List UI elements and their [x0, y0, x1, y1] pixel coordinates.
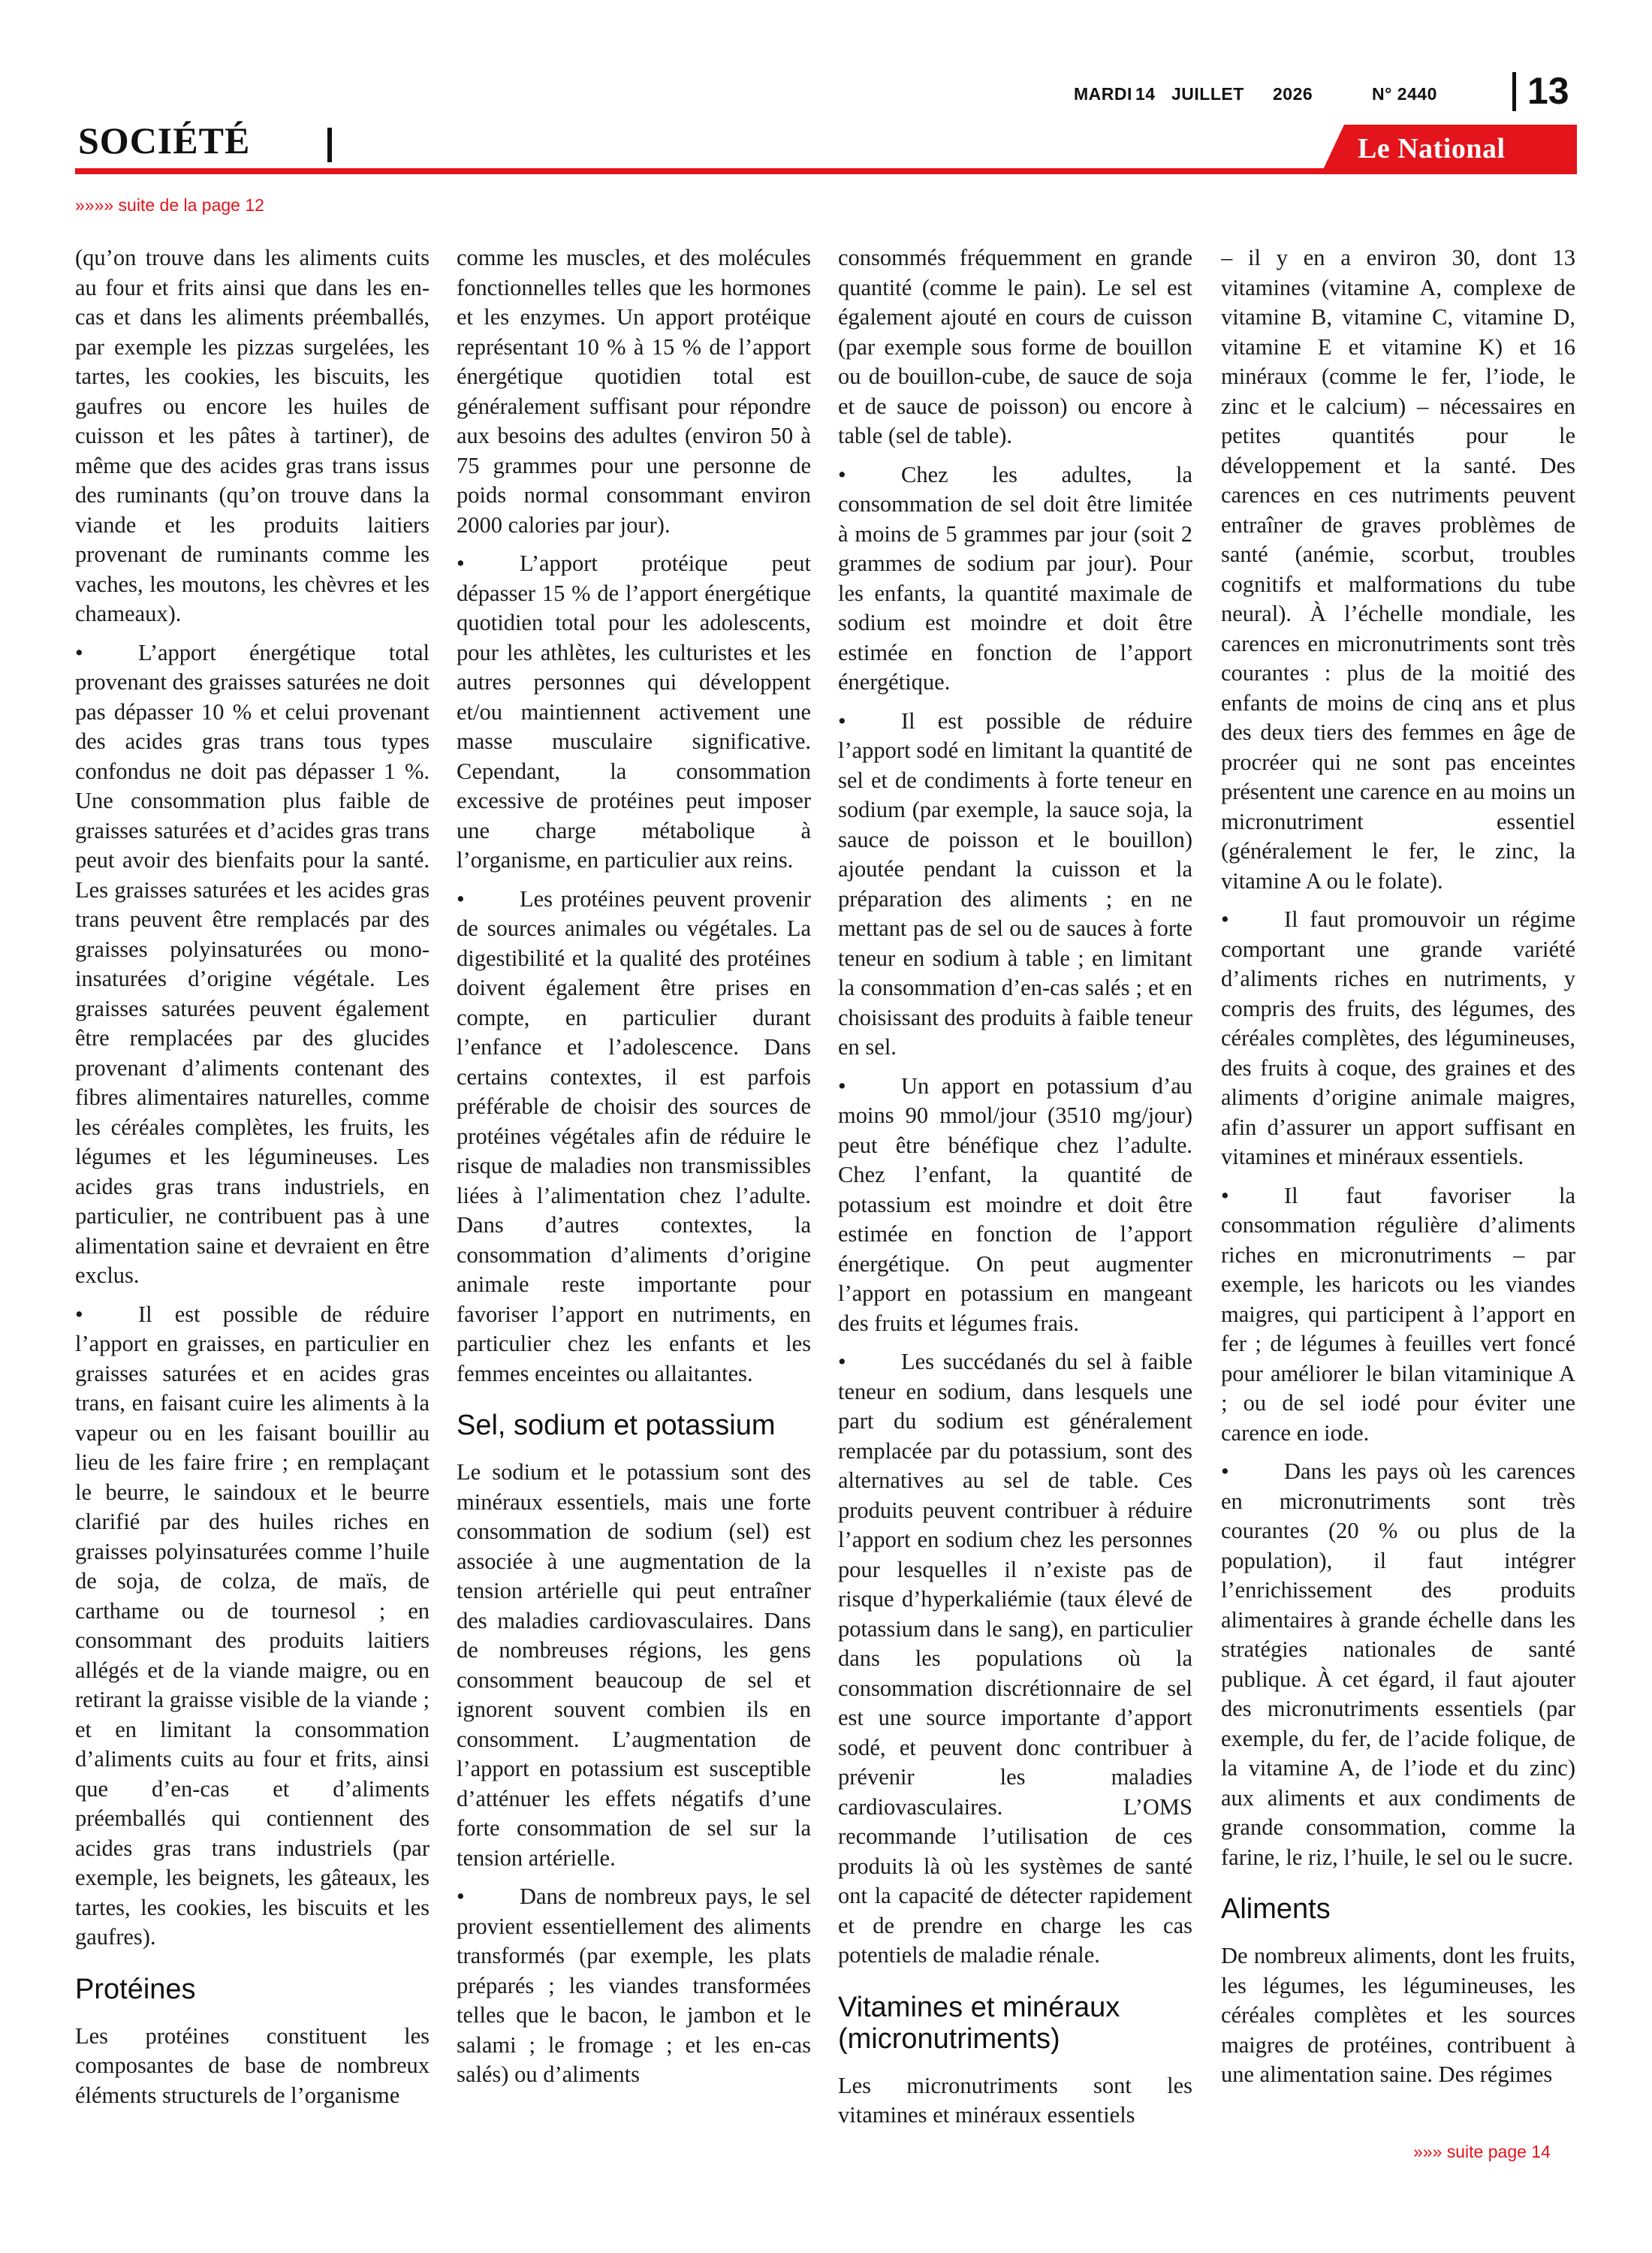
- article-column-1: [75, 243, 430, 2151]
- header-rule: [75, 168, 1577, 174]
- paragraph-text: Dans de nombreux pays, le sel provient essentiellement des aliments transformés (par exemple, les plats préparés ; les viandes transformées telles que le bacon, le jambon et le salami ; le fromage ; et les en-cas salés) ou d’aliments: [457, 1884, 811, 2087]
- page-number: 13: [1527, 70, 1569, 112]
- section-title: SOCIÉTÉ: [78, 119, 251, 161]
- paragraph: Les protéines constituent les composantes de base de nombreux éléments structurels de l’organisme: [75, 2022, 430, 2108]
- bullet-icon: •: [75, 1301, 83, 1327]
- bullet-icon: •: [457, 885, 465, 912]
- paragraph-text: Les protéines peuvent provenir de sources animales ou végétales. La digestibilité et la qualité des protéines doivent également être prises en compte, en particulier durant l’enfance et l’adolescence. Dans certains contextes, il est parfois préférable de choisir des sources de protéines végétales afin de réduire le risque de maladies non transmissibles liées à l’alimentation chez l’adulte. Dans d’autres contextes, la consommation d’aliments d’origine animale reste importante pour favoriser l’apport en nutriments, en particulier chez les enfants et les femmes enceintes ou allaitantes.: [457, 885, 811, 1386]
- paragraph: (qu’on trouve dans les aliments cuits au four et frits ainsi que dans les en-cas et dans les aliments préemballés, par exemple les pizzas surgelées, les tartes, les cookies, les biscuits, les gaufres ou encore les huiles de cuisson et les pâtes à tartiner), de même que des acides gras trans issus des ruminants (qu’on trouve dans la viande et les produits laitiers provenant de ruminants comme les vaches, les moutons, les chèvres et les chameaux).: [75, 245, 430, 626]
- paragraph: – il y en a environ 30, dont 13 vitamines (vitamine A, complexe de vitamine B, vitamine C, vitamine D, vitamine E et vitamine K) et 16 minéraux (comme le fer, l’iode, le zinc et le calcium) – nécessaires en petites quantités pour le développement et la santé. Des carences en ces nutriments peuvent entraîner de graves problèmes de santé (anémie, scorbut, troubles cognitifs et malformations du tube neural). À l’échelle mondiale, les carences en micronutriments sont très courantes : plus de la moitié des enfants de moins de cinq ans et plus des deux tiers des femmes en âge de procréer qui ne sont pas enceintes présentent une carence en au moins un micronutriment essentiel (généralement le fer, le zinc, la vitamine A ou le folate).: [1221, 245, 1575, 894]
- bullet-icon: •: [838, 1072, 846, 1099]
- issue-month: JUILLET: [1171, 84, 1244, 104]
- subheading-proteines: Protéines: [75, 1973, 196, 2005]
- paragraph: Le sodium et le potassium sont des minéraux essentiels, mais une forte consommation de sodium (sel) est associée à une augmentation de la tension artérielle qui peut entraîner des maladies cardiovasculaires. Dans de nombreuses régions, les gens consomment beaucoup de sel et ignorent souvent combien ils en consomment. L’augmentation de l’apport en potassium est susceptible d’atténuer les effets négatifs d’une forte consommation de sel sur la tension artérielle.: [457, 1459, 811, 1871]
- bullet-icon: •: [1221, 906, 1229, 932]
- page-number-divider: [1512, 72, 1516, 111]
- subheading-vitamines: Vitamines et minéraux (micronutriments): [838, 1991, 1120, 2055]
- paragraph-text: Il est possible de réduire l’apport sodé en limitant la quantité de sel et de condiments à forte teneur en sodium (par exemple, la sauce soja, la sauce de poisson et le bouillon) ajoutée pendant la cuisson et la préparation des aliments ; en ne mettant pas de sel ou de sauces à forte teneur en sodium à table ; en limitant la consommation d’en-cas salés ; et en choisissant des produits à faible teneur en sel.: [838, 707, 1192, 1060]
- paragraph-text: Les succédanés du sel à faible teneur en sodium, dans lesquels une part du sodium est généralement remplacée par du potassium, sont des alternatives au sel de table. Ces produits peuvent contribuer à réduire l’apport en sodium chez les personnes pour lesquelles il n’existe pas de risque d’hyperkaliémie (taux élevé de potassium dans le sang), en particulier dans les populations où la consommation discrétionnaire de sel est une source importante d’apport sodé, et peuvent donc contribuer à prévenir les maladies cardiovasculaires. L’OMS recommande l’utilisation de ces produits là où les systèmes de santé ont la capacité de détecter rapidement et de prendre en charge les cas potentiels de maladie rénale.: [838, 1349, 1192, 1968]
- issue-info: [1074, 84, 1455, 104]
- paragraph: comme les muscles, et des molécules fonctionnelles telles que les hormones et les enzymes. Un apport protéique représentant 10 % à 15 % de l’apport énergétique quotidien total est généralement suffisant pour répondre aux besoins des adultes (environ 50 à 75 grammes pour une personne de poids normal consommant environ 2000 calories par jour).: [457, 245, 811, 538]
- brand-name: Le National: [1358, 133, 1506, 164]
- bullet-paragraph: [457, 1882, 811, 2090]
- issue-number: N° 2440: [1372, 84, 1437, 104]
- bullet-paragraph: [838, 1347, 1192, 1971]
- bullet-icon: •: [1221, 1182, 1229, 1208]
- paragraph-text: Chez les adultes, la consommation de sel doit être limitée à moins de 5 grammes par jour (soit 2 grammes de sodium par jour). Pour les enfants, la quantité maximale de sodium est moindre et doit être estimée en fonction de l’apport énergétique.: [838, 461, 1192, 695]
- paragraph: De nombreux aliments, dont les fruits, les légumes, les légumineuses, les céréales complètes et les sources maigres de protéines, contribuent à une alimentation saine. Des régimes: [1221, 1943, 1575, 2087]
- bullet-paragraph: [457, 549, 811, 876]
- bullet-paragraph: [838, 460, 1192, 698]
- bullet-icon: •: [457, 550, 465, 576]
- bullet-icon: •: [838, 1349, 846, 1374]
- bullet-paragraph: [1221, 1181, 1575, 1449]
- paragraph: Les micronutriments sont les vitamines et minéraux essentiels: [838, 2072, 1192, 2128]
- subheading-aliments: Aliments: [1221, 1893, 1331, 1925]
- paragraph-text: Un apport en potassium d’au moins 90 mmol/jour (3510 mg/jour) peut être bénéfique chez l’adulte. Chez l’enfant, la quantité de potassium est moindre et doit être estimée en fonction de l’apport énergétique. On peut augmenter l’apport en potassium en mangeant des fruits et légumes frais.: [838, 1072, 1192, 1336]
- issue-date: 14: [1135, 84, 1156, 104]
- section-divider: [327, 128, 332, 162]
- article-column-2: [457, 243, 811, 2151]
- paragraph-text: Il est possible de réduire l’apport en graisses, en particulier en graisses saturées et en acides gras trans, en faisant cuire les aliments à la vapeur ou en les faisant bouillir au lieu de les faire frire ; en remplaçant le beurre, le saindoux et le beurre clarifié par des huiles riches en graisses polyinsaturées comme l’huile de soja, de colza, de maïs, de carthame ou de tournesol ; en consommant des produits laitiers allégés et de la viande maigre, ou en retirant la graisse visible de la viande ; et en limitant la consommation d’aliments cuits au four et frits, ainsi que d’en-cas et d’aliments préemballés qui contiennent des acides gras trans industriels (par exemple, les beignets, les gâteaux, les tartes, les cookies, les biscuits et les gaufres).: [75, 1301, 430, 1950]
- subheading-sel: Sel, sodium et potassium: [457, 1410, 776, 1441]
- bullet-paragraph: [457, 885, 811, 1389]
- bullet-paragraph: [1221, 1457, 1575, 1872]
- paragraph-text: Il faut favoriser la consommation régulière d’aliments riches en micronutriments – par exemple, les haricots ou les viandes maigres, qui participent à l’apport en fer ; de légumes à feuilles vert foncé pour améliorer le bilan vitaminique A ; ou de sel iodé pour éviter une carence en iode.: [1221, 1182, 1575, 1446]
- continued-from-link[interactable]: »»»» suite de la page 12: [75, 195, 264, 215]
- bullet-icon: •: [457, 1884, 465, 1909]
- paragraph-text: L’apport protéique peut dépasser 15 % de l’apport énergétique quotidien total pour les adolescents, pour les athlètes, les culturistes et les autres personnes qui développent et/ou maintiennent activement une masse musculaire significative. Cependant, la consommation excessive de protéines peut imposer une charge métabolique à l’organisme, en particulier aux reins.: [457, 550, 811, 873]
- article-column-3: [838, 243, 1192, 2151]
- bullet-icon: •: [75, 639, 83, 665]
- article-column-4: [1221, 243, 1575, 2151]
- issue-day: MARDI: [1074, 84, 1132, 104]
- paragraph-text: L’apport énergétique total provenant des graisses saturées ne doit pas dépasser 10 % et celui provenant des acides gras trans tous types confondus ne doit pas dépasser 1 %. Une consommation plus faible de graisses saturées et d’acides gras trans peut avoir des bienfaits pour la santé. Les graisses saturées et les acides gras trans peuvent être remplacés par des graisses polyinsaturées ou mono-insaturées d’origine végétale. Les graisses saturées peuvent également être remplacées par des glucides provenant d’aliments contenant des fibres alimentaires naturelles, comme les céréales complètes, les fruits, les légumes et les légumineuses. Les acides gras trans industriels, en particulier, ne contribuent pas à une alimentation saine et devraient en être exclus.: [75, 639, 430, 1288]
- issue-year: 2026: [1273, 84, 1313, 104]
- bullet-icon: •: [1221, 1458, 1229, 1484]
- continued-to-link[interactable]: »»» suite page 14: [1413, 2142, 1551, 2161]
- bullet-paragraph: [1221, 905, 1575, 1172]
- paragraph: consommés fréquemment en grande quantité (comme le pain). Le sel est également ajouté en cours de cuisson (par exemple sous forme de bouillon ou de bouillon-cube, de sauce de soja et de sauce de poisson) ou encore à table (sel de table).: [838, 245, 1192, 448]
- bullet-icon: •: [838, 707, 846, 734]
- bullet-paragraph: [75, 638, 430, 1291]
- bullet-paragraph: [75, 1300, 430, 1953]
- bullet-icon: •: [838, 461, 846, 487]
- paragraph-text: Dans les pays où les carences en micronutriments sont très courantes (20 % ou plus de la population), il faut intégrer l’enrichissement des produits alimentaires à grande échelle dans les stratégies nationales de santé publique. À cet égard, il faut ajouter des micronutriments essentiels (par exemple, du fer, de l’acide folique, de la vitamine A, de l’iode et du zinc) aux aliments et aux condiments de grande consommation, comme la farine, le riz, l’huile, le sel ou le sucre.: [1221, 1458, 1575, 1870]
- bullet-paragraph: [838, 1072, 1192, 1339]
- paragraph-text: Il faut promouvoir un régime comportant une grande variété d’aliments riches en nutriments, y compris des fruits, des légumes, des céréales complètes, des légumineuses, des fruits à coque, des graines et des aliments d’origine animale maigres, afin d’assurer un apport suffisant en vitamines et minéraux essentiels.: [1221, 906, 1575, 1169]
- bullet-paragraph: [838, 707, 1192, 1063]
